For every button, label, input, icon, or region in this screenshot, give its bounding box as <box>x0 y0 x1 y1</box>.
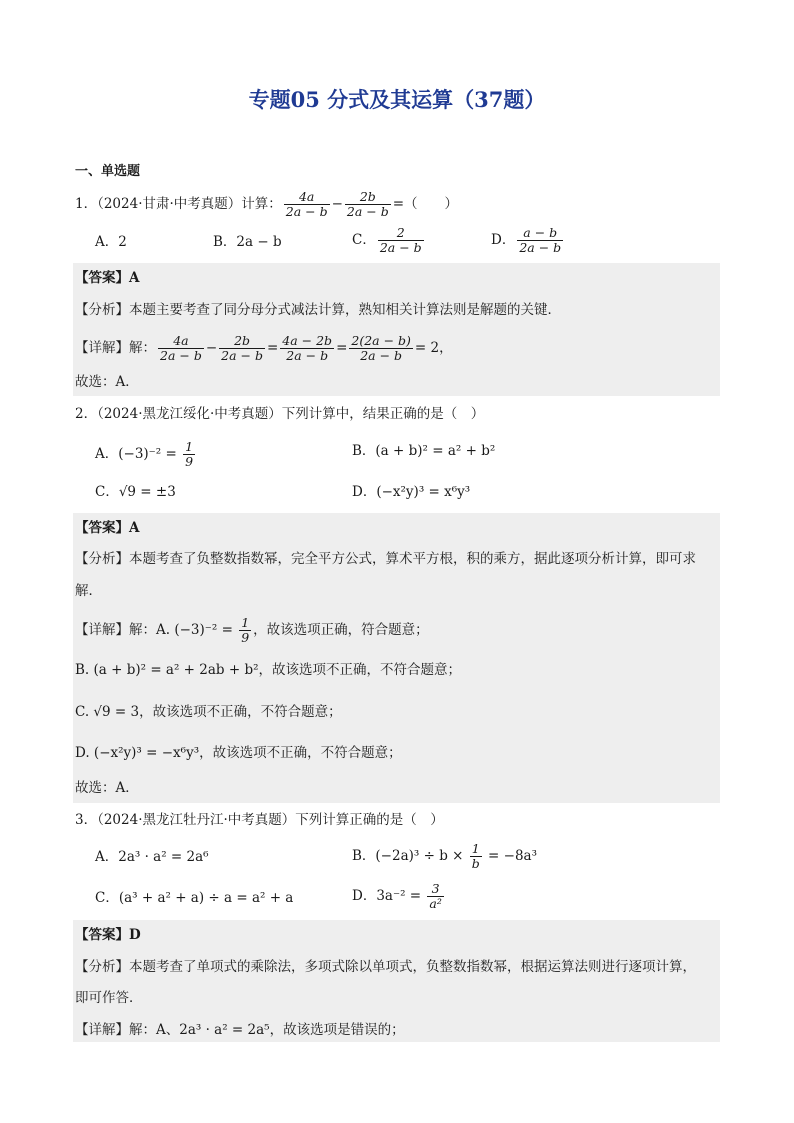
q2-analysis-line2: 解． <box>75 583 102 599</box>
q2-detail-b: B. (a + b)² = a² + 2ab + b²，故该选项不正确，不符合题意； <box>75 662 462 678</box>
q1-option-b: B．2a − b <box>213 234 282 250</box>
q1-fraction-1: $\frac{4a}{2a - b}$ <box>285 189 328 219</box>
q3-option-c: C．(a³ + a² + a) ÷ a = a² + a <box>95 890 294 906</box>
q3-analysis-line2: 即可作答． <box>75 990 143 1006</box>
q3-analysis-line1: 【分析】本题考查了单项式的乘除法，多项式除以单项式，负整数指数幂，根据运算法则进行逐项计算， <box>75 959 696 975</box>
q1-option-a: A．2 <box>95 234 127 250</box>
q1-option-d: D． $\frac{a - b}{2a - b}$ <box>491 225 562 255</box>
section-heading: 一、单选题 <box>75 164 141 179</box>
q2-stem: 2．（2024·黑龙江绥化·中考真题）下列计算中，结果正确的是（ ） <box>75 406 485 422</box>
q2-detail-c: C. √9 = 3，故该选项不正确，不符合题意； <box>75 704 342 720</box>
q2-option-a: A．(−3)⁻² = $\frac{1}{9}$ <box>95 439 194 469</box>
q1-answer: 【答案】A <box>75 270 140 286</box>
q2-option-c: C．√9 = ±3 <box>95 484 176 500</box>
q2-option-b: B．(a + b)² = a² + b² <box>352 443 496 459</box>
q2-option-d: D．(−x²y)³ = x⁶y³ <box>352 484 471 500</box>
q1-option-c: C． $\frac{2}{2a - b}$ <box>352 225 422 255</box>
q2-detail-d: D. (−x²y)³ = −x⁶y³，故该选项不正确，不符合题意； <box>75 745 402 761</box>
q1-analysis: 【分析】本题主要考查了同分母分式减法计算，熟知相关计算法则是解题的关键． <box>75 302 561 318</box>
q1-detail: 【详解】解： $\frac{4a}{2a - b}$ − $\frac{2b}{2a - b}$ = $\frac{4a - 2b}{2a - b}$ = $\frac{2(2a - b)}{2a - b}$ = 2， <box>75 333 453 363</box>
q3-detail-a: 【详解】解：A、2a³ · a² = 2a⁵，故该选项是错误的； <box>75 1022 405 1038</box>
q2-analysis-line1: 【分析】本题考查了负整数指数幂，完全平方公式，算术平方根，积的乘方，据此逐项分析计算，即可求 <box>75 551 696 567</box>
q2-detail-a: 【详解】解：A. (−3)⁻² = $\frac{1}{9}$ ，故该选项正确，符合题意； <box>75 615 429 645</box>
q1-fraction-2: $\frac{2b}{2a - b}$ <box>346 189 389 219</box>
q1-choose: 故选：A． <box>75 374 139 390</box>
q2-choose: 故选：A． <box>75 780 139 796</box>
q1-solution-box <box>73 263 720 396</box>
q3-answer: 【答案】D <box>75 927 141 943</box>
page-title: 专题05 分式及其运算（37题） <box>248 87 546 112</box>
q1-stem: 1．（2024·甘肃·中考真题）计算： $\frac{4a}{2a - b}$ − $\frac{2b}{2a - b}$ =（ ） <box>75 189 459 219</box>
q3-option-a: A．2a³ · a² = 2a⁶ <box>95 849 209 865</box>
q3-option-d: D．3a⁻² = $\frac{3}{\text{a²}}$ <box>352 881 442 911</box>
q3-stem: 3．（2024·黑龙江牡丹江·中考真题）下列计算正确的是（ ） <box>75 812 444 828</box>
q2-answer: 【答案】A <box>75 520 140 536</box>
q3-option-b: B．(−2a)³ ÷ b × $\frac{1}{b}$ = −8a³ <box>352 841 538 871</box>
